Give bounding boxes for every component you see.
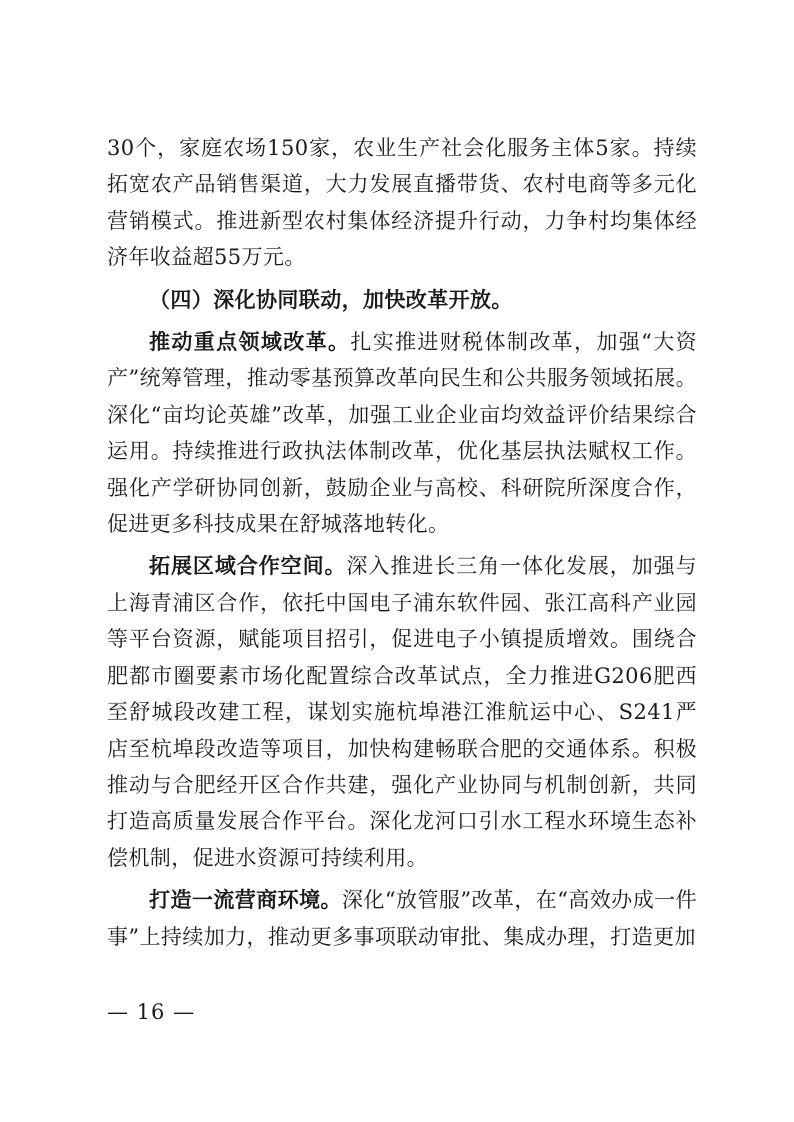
- paragraph-business-environment-lead: 打造一流营商环境。: [149, 887, 342, 913]
- paragraph-reform: [107, 324, 697, 542]
- paragraph-cooperation-lead: 拓展区域合作空间。: [149, 553, 347, 579]
- paragraph-1-text: 30个，家庭农场150家，农业生产社会化服务主体5家。持续拓宽农产品销售渠道，大力发展直播带货、农村电商等多元化营销模式。推进新型农村集体经济提升行动，力争村均集体经济年收益超55万元。: [107, 136, 697, 270]
- paragraph-cooperation-text: 深入推进长三角一体化发展，加强与上海青浦区合作，依托中国电子浦东软件园、张江高科产业园等平台资源，赋能项目招引，促进电子小镇提质增效。围绕合肥都市圈要素市场化配置综合改革试点，全力推进G206肥西至舒城段改建工程，谋划实施杭埠港江淮航运中心、S241严店至杭埠段改造等项目，加快构建畅联合肥的交通体系。积极推动与合肥经开区合作共建，强化产业协同与机制创新，共同打造高质量发展合作平台。深化龙河口引水工程水环境生态补偿机制，促进水资源可持续利用。: [107, 554, 697, 870]
- page-number: — 16 —: [107, 1000, 196, 1024]
- paragraph-business-environment: [107, 882, 697, 955]
- document-body: [107, 130, 697, 955]
- paragraph-business-environment-text: 深化“放管服”改革，在“高效办成一件事”上持续加力，推动更多事项联动审批、集成办理，打造更加: [107, 888, 698, 949]
- paragraph-cooperation: [107, 548, 697, 876]
- paragraph-reform-text: 扎实推进财税体制改革，加强“大资产”统筹管理，推动零基预算改革向民生和公共服务领域拓展。深化“亩均论英雄”改革，加强工业企业亩均效益评价结果综合运用。持续推进行政执法体制改革，优化基层执法赋权工作。强化产学研协同创新，鼓励企业与高校、科研院所深度合作，促进更多科技成果在舒城落地转化。: [107, 330, 697, 537]
- section-heading: [107, 282, 697, 318]
- paragraph-1: [107, 130, 697, 276]
- section-heading-text: （四）深化协同联动，加快改革开放。: [149, 286, 513, 312]
- paragraph-reform-lead: 推动重点领域改革。: [149, 329, 351, 355]
